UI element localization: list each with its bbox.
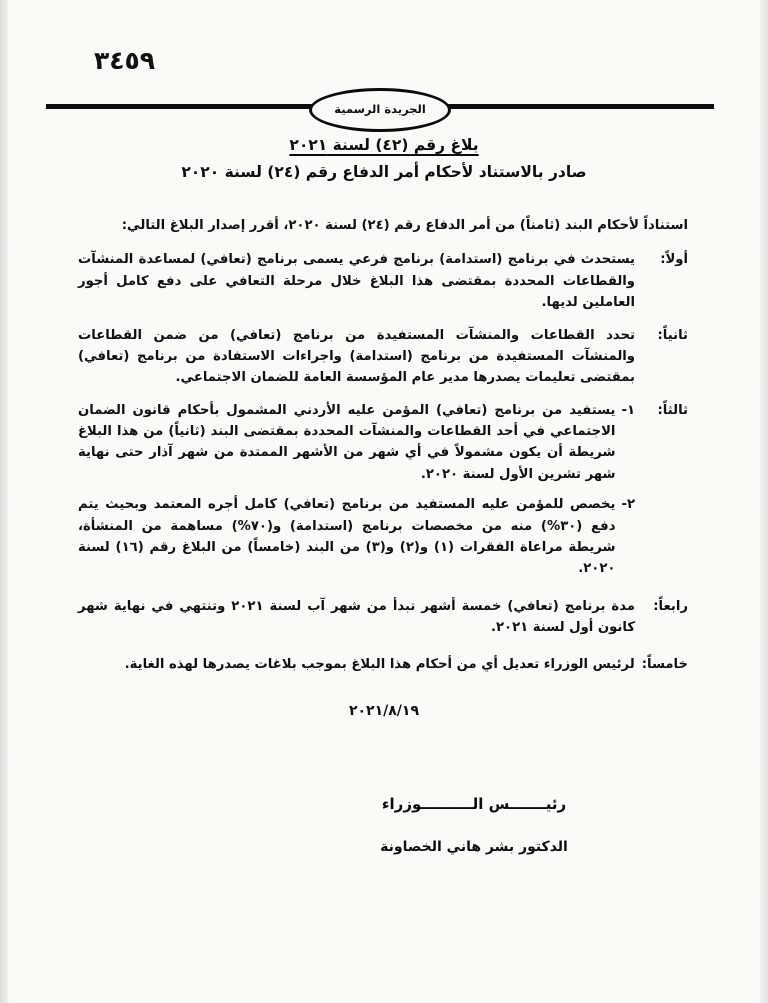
title-block (8, 136, 760, 181)
clause-third-body (78, 400, 635, 580)
clause-second-label: ثانياً: (657, 327, 688, 343)
clause-fifth (78, 654, 688, 675)
clause-second-text: تحدد القطاعات والمنشآت المستفيدة من برنامج (تعافي) من ضمن القطاعات والمنشآت المستفيدة من برنامج (استدامة) واجراءات الاستفادة من برنامج (تعافي) بمقتضى تعليمات يصدرها مدير عام المؤسسة العامة للضمان الاجتماعي. (78, 327, 635, 386)
clause-third-label: ثالثاً: (657, 402, 688, 418)
subitem-text: يستفيد من برنامج (تعافي) المؤمن عليه الأردني المشمول بأحكام قانون الضمان الاجتماعي في أحد القطاعات والمنشآت المحددة بمقتضى البند (ثانياً) من هذا البلاغ شريطة أن يكون مشمولاً في أي شهر من الأشهر الممتدة من شهر آذار حتى نهاية شهر تشرين الأول لسنة ٢٠٢٠. (78, 402, 616, 482)
clause-first (78, 249, 688, 313)
page-edge-right (760, 0, 768, 1003)
gazette-name-oval (309, 88, 451, 132)
clause-first-label: أولاً: (660, 252, 688, 268)
document-subtitle-text: صادر بالاستناد لأحكام أمر الدفاع رقم (٢٤) لسنة ٢٠٢٠ (181, 163, 587, 181)
clause-fourth-label: رابعاً: (653, 598, 688, 614)
document-body (78, 216, 688, 687)
clause-fifth-label: خامساً: (641, 657, 688, 673)
document-title (8, 136, 760, 154)
signature-block (8, 795, 760, 855)
signature-inner (380, 795, 568, 855)
subitem-number: ٢- (621, 497, 635, 513)
gazette-name-label: الجريدة الرسمية (334, 101, 426, 116)
subitem-number: ١- (621, 402, 635, 418)
clause-fourth (78, 596, 688, 639)
gazette-page (8, 0, 760, 1003)
page-edge-left (0, 0, 8, 1003)
document-title-text: بلاغ رقم (٤٢) لسنة ٢٠٢١ (289, 136, 479, 154)
document-subtitle (8, 163, 760, 181)
clause-third (78, 400, 688, 580)
intro-paragraph: استناداً لأحكام البند (ثامناً) من أمر الدفاع رقم (٢٤) لسنة ٢٠٢٠، أقرر إصدار البلاغ التالي: (121, 218, 688, 233)
signatory-name: الدكتور بشر هاني الخصاونة (380, 839, 568, 855)
gazette-header-rule (46, 88, 714, 126)
signatory-role: رئيـــــــس الــــــــــوزراء (381, 795, 567, 813)
page-folio-number: ٣٤٥٩ (94, 46, 156, 75)
clause-third-subitem (78, 400, 635, 486)
clause-fifth-text: لرئيس الوزراء تعديل أي من أحكام هذا البلاغ بموجب بلاغات يصدرها لهذه الغاية. (124, 657, 635, 673)
clause-second (78, 325, 688, 389)
clause-fourth-text: مدة برنامج (تعافي) خمسة أشهر تبدأ من شهر آب لسنة ٢٠٢١ وتنتهي في نهاية شهر كانون أول لسنة ٢٠٢١. (78, 598, 636, 636)
clause-first-text: يستحدث في برنامج (استدامة) برنامج فرعي يسمى برنامج (تعافي) لمساعدة المنشآت والقطاعات المحددة بمقتضى هذا البلاغ خلال مرحلة التعافي على دفع كامل أجور العاملين لديها. (78, 252, 635, 311)
clause-third-subitem (78, 494, 635, 580)
document-date: ٢٠٢١/٨/١٩ (348, 703, 420, 719)
subitem-text: يخصص للمؤمن عليه المستفيد من برنامج (تعافي) كامل أجره المعتمد وبحيث يتم دفع (٣٠%) منه من مخصصات برنامج (استدامة) و(٧٠%) مساهمة من المنشأة، شريطة مراعاة الفقرات (١) و(٢) و(٣) من البند (خامساً) من البلاغ رقم (١٦) لسنة ٢٠٢٠. (78, 497, 616, 577)
clause-third-subitem-list (78, 400, 635, 580)
